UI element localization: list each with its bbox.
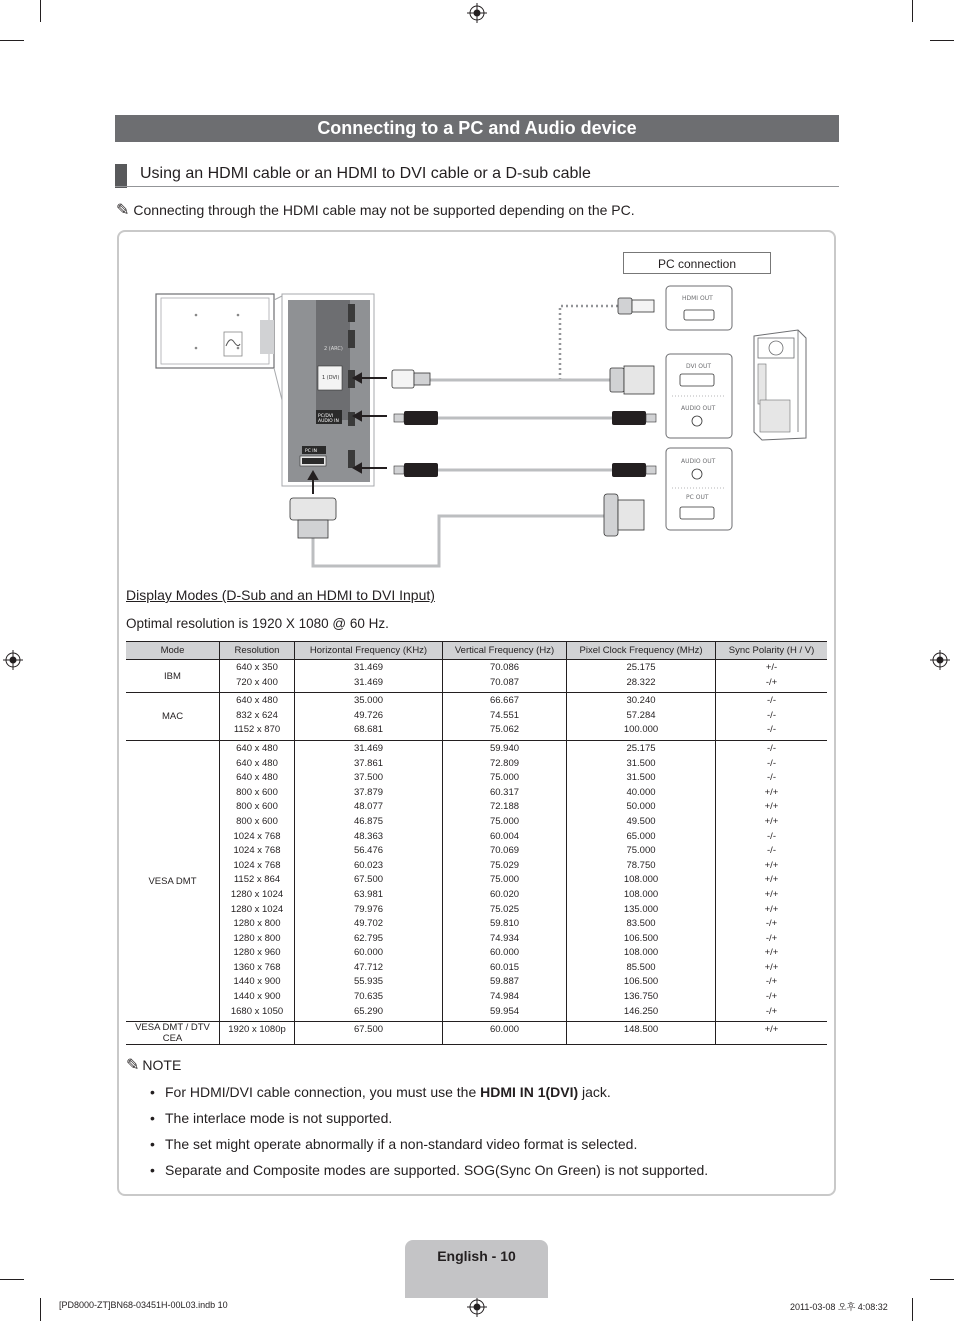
vertical-cell	[443, 740, 567, 1021]
pixel-clock-cell	[567, 660, 716, 693]
sync-cell	[716, 740, 828, 1021]
cell-value: 146.250	[623, 1005, 659, 1017]
cell-value: 31.500	[626, 772, 656, 784]
cell-value: 30.240	[626, 695, 656, 707]
svg-text:1 (DVI): 1 (DVI)	[322, 375, 340, 381]
crop-mark	[912, 1298, 913, 1321]
cell-value: 40.000	[626, 786, 656, 798]
column-header: Vertical Frequency (Hz)	[443, 642, 567, 660]
cell-value: 1280 x 1024	[230, 903, 284, 915]
column-header: Mode	[126, 642, 220, 660]
svg-text:PC/DVI: PC/DVI	[318, 414, 334, 419]
audio-cables	[394, 411, 656, 477]
cell-value: 640 x 350	[236, 662, 278, 673]
column-header: Sync Polarity (H / V)	[716, 642, 828, 660]
cell-value: 1280 x 800	[233, 932, 281, 944]
pc-tower-icon	[754, 330, 806, 440]
subheading: Using an HDMI cable or an HDMI to DVI cable or a D-sub cable	[140, 165, 591, 182]
footer-timestamp: 2011-03-08 오후 4:08:32	[790, 1302, 888, 1312]
cell-value: 25.175	[626, 742, 656, 754]
cell-value: 135.000	[623, 903, 659, 915]
table-row	[126, 660, 827, 693]
pencil-icon: ✎	[126, 1057, 140, 1074]
cell-value: +/+	[764, 1024, 779, 1036]
cell-value: 136.750	[623, 991, 659, 1003]
svg-text:AUDIO IN: AUDIO IN	[318, 419, 339, 424]
cell-value: 48.077	[353, 801, 384, 813]
cell-value: +/+	[764, 874, 779, 886]
cell-value: 35.000	[353, 695, 384, 707]
cell-value: 74.984	[489, 991, 520, 1003]
cell-value: 108.000	[623, 888, 659, 900]
cell-value: 108.000	[623, 874, 659, 886]
table-body	[126, 660, 827, 1045]
display-modes-table	[126, 641, 827, 1045]
list-item: • Separate and Composite modes are supported. SOG(Sync On Green) is not supported.	[150, 1160, 708, 1186]
cell-value: 75.000	[626, 845, 656, 857]
cell-value: 1024 x 768	[233, 859, 281, 871]
sync-cell	[716, 693, 828, 741]
cell-value: -/+	[765, 976, 778, 988]
cell-value: 75.062	[489, 724, 520, 736]
cell-value: -/+	[765, 918, 778, 930]
cell-value: +/+	[764, 815, 779, 827]
registration-mark-icon	[467, 1297, 487, 1317]
cell-value: 28.322	[626, 676, 656, 688]
cell-value: -/-	[767, 709, 776, 721]
table-row	[126, 1022, 827, 1045]
crop-mark	[40, 0, 41, 22]
table-header-row	[126, 642, 827, 660]
cell-value: 47.712	[353, 961, 384, 973]
resolution-cell	[220, 740, 295, 1021]
cell-value: 59.940	[489, 742, 520, 754]
registration-mark-icon	[3, 650, 23, 670]
note-list	[150, 1082, 708, 1186]
pc-port-panel-dvi	[666, 354, 732, 438]
cell-value: 108.000	[623, 947, 659, 959]
cell-value: 60.000	[489, 1024, 520, 1036]
cell-value: 85.500	[626, 961, 656, 973]
cell-value: 65.000	[626, 830, 656, 842]
cell-value: 832 x 624	[236, 709, 278, 721]
cell-value: 720 x 400	[236, 676, 278, 688]
pencil-icon: ✎	[116, 202, 130, 219]
cell-value: -/-	[767, 724, 776, 736]
cell-value: 1440 x 900	[233, 991, 281, 1003]
cell-value: -/-	[767, 772, 776, 784]
cell-value: 63.981	[353, 888, 384, 900]
horizontal-cell	[295, 693, 443, 741]
cell-value: 72.188	[489, 801, 520, 813]
cell-value: 37.879	[353, 786, 384, 798]
hdmi-to-dvi-cable	[392, 366, 654, 394]
svg-text:AUDIO OUT: AUDIO OUT	[681, 405, 716, 412]
vertical-cell	[443, 693, 567, 741]
cell-value: 100.000	[623, 724, 659, 736]
cell-value: +/+	[764, 801, 779, 813]
cell-value: 1024 x 768	[233, 845, 281, 857]
cell-value: +/-	[765, 662, 778, 673]
svg-text:PC OUT: PC OUT	[686, 494, 709, 501]
cell-value: 79.976	[353, 903, 384, 915]
column-header: Horizontal Frequency (KHz)	[295, 642, 443, 660]
mode-cell: VESA DMT	[126, 740, 220, 1021]
cell-value: 49.500	[626, 815, 656, 827]
list-item: • The interlace mode is not supported.	[150, 1108, 708, 1134]
cell-value: 640 x 480	[236, 757, 278, 769]
crop-mark	[930, 40, 954, 41]
cell-value: +/+	[764, 947, 779, 959]
cell-value: 800 x 600	[236, 815, 278, 827]
page-title: Connecting to a PC and Audio device	[115, 115, 839, 142]
horizontal-cell	[295, 660, 443, 693]
cell-value: 640 x 480	[236, 695, 278, 707]
svg-text:PC IN: PC IN	[305, 449, 317, 454]
cell-value: 106.500	[623, 932, 659, 944]
crop-mark	[0, 1279, 24, 1280]
pc-port-panel-dsub	[666, 448, 732, 530]
cell-value: 57.284	[626, 709, 656, 721]
resolution-cell	[220, 1022, 295, 1045]
cell-value: 60.020	[489, 888, 520, 900]
cell-value: 1360 x 768	[233, 961, 281, 973]
cell-value: -/+	[765, 991, 778, 1003]
cell-value: 1280 x 1024	[230, 888, 284, 900]
cell-value: +/+	[764, 903, 779, 915]
cell-value: 75.000	[489, 874, 520, 886]
cell-value: 70.635	[353, 991, 384, 1003]
crop-mark	[0, 40, 24, 41]
cell-value: 74.551	[489, 709, 520, 721]
cell-value: 75.000	[489, 815, 520, 827]
cell-value: 60.317	[489, 786, 520, 798]
cell-value: +/+	[764, 859, 779, 871]
tv-panel-zoom	[274, 294, 374, 486]
d-sub-cable	[290, 494, 644, 566]
sync-cell	[716, 1022, 828, 1045]
note-text: For HDMI/DVI cable connection, you must use the	[165, 1084, 481, 1100]
cell-value: -/-	[767, 742, 776, 754]
top-note-text: Connecting through the HDMI cable may not be supported depending on the PC.	[133, 202, 635, 218]
svg-text:2 (ARC): 2 (ARC)	[324, 346, 343, 352]
crop-mark	[40, 1298, 41, 1321]
cell-value: 148.500	[623, 1024, 659, 1036]
connection-diagram	[150, 280, 820, 570]
top-note	[116, 200, 635, 221]
cell-value: 68.681	[353, 724, 384, 736]
pixel-clock-cell	[567, 740, 716, 1021]
note-emphasis: HDMI IN 1(DVI)	[480, 1084, 579, 1100]
svg-text:AUDIO OUT: AUDIO OUT	[681, 458, 716, 465]
cell-value: 31.500	[626, 757, 656, 769]
cell-value: 37.861	[353, 757, 384, 769]
registration-mark-icon	[930, 650, 950, 670]
cell-value: 56.476	[353, 845, 384, 857]
cell-value: 75.029	[489, 859, 520, 871]
display-modes-title: Display Modes (D-Sub and an HDMI to DVI Input)	[126, 587, 435, 603]
cell-value: 48.363	[353, 830, 384, 842]
cell-value: 67.500	[353, 874, 384, 886]
mode-cell: IBM	[126, 660, 220, 693]
optimal-resolution: Optimal resolution is 1920 X 1080 @ 60 Hz.	[126, 616, 389, 631]
cell-value: 70.087	[489, 676, 520, 688]
horizontal-cell	[295, 1022, 443, 1045]
vertical-cell	[443, 1022, 567, 1045]
cell-value: 55.935	[353, 976, 384, 988]
resolution-cell	[220, 660, 295, 693]
cell-value: 49.726	[353, 709, 384, 721]
horizontal-cell	[295, 740, 443, 1021]
cell-value: 1680 x 1050	[230, 1005, 284, 1017]
cell-value: 800 x 600	[236, 801, 278, 813]
cell-value: 640 x 480	[236, 742, 278, 754]
tv-back-thumbnail	[156, 294, 274, 368]
cell-value: 60.015	[489, 961, 520, 973]
column-header: Resolution	[220, 642, 295, 660]
cell-value: 60.004	[489, 830, 520, 842]
cell-value: 75.000	[489, 772, 520, 784]
cell-value: 60.023	[353, 859, 384, 871]
column-header: Pixel Clock Frequency (MHz)	[567, 642, 716, 660]
cell-value: -/+	[765, 932, 778, 944]
note-heading	[126, 1055, 181, 1076]
cell-value: 59.954	[489, 1005, 520, 1017]
cell-value: 25.175	[626, 662, 656, 673]
cell-value: 75.025	[489, 903, 520, 915]
cell-value: 640 x 480	[236, 772, 278, 784]
footer-file-info: [PD8000-ZT]BN68-03451H-00L03.indb 10	[59, 1300, 228, 1310]
cell-value: 1152 x 864	[233, 874, 281, 886]
page-number-label: English - 10	[405, 1240, 548, 1298]
cell-value: 31.469	[353, 742, 384, 754]
pixel-clock-cell	[567, 1022, 716, 1045]
cell-value: 1440 x 900	[233, 976, 281, 988]
cell-value: 1280 x 960	[233, 947, 281, 959]
pc-port-panel-hdmi	[666, 286, 732, 330]
table-row	[126, 740, 827, 1021]
registration-mark-icon	[467, 3, 487, 23]
cell-value: -/+	[765, 1005, 778, 1017]
cell-value: 60.000	[353, 947, 384, 959]
note-heading-text: NOTE	[142, 1057, 182, 1073]
cell-value: 46.875	[353, 815, 384, 827]
mode-cell: MAC	[126, 693, 220, 741]
cell-value: 83.500	[626, 918, 656, 930]
cell-value: 1280 x 800	[233, 918, 281, 930]
cell-value: 1920 x 1080p	[228, 1024, 286, 1036]
cell-value: +/+	[764, 786, 779, 798]
cell-value: 37.500	[353, 772, 384, 784]
cell-value: 62.795	[353, 932, 384, 944]
cell-value: -/-	[767, 845, 776, 857]
pixel-clock-cell	[567, 693, 716, 741]
crop-mark	[912, 0, 913, 22]
subheading-marker	[115, 164, 127, 188]
list-item	[150, 1082, 708, 1108]
cell-value: 70.069	[489, 845, 520, 857]
cell-value: 65.290	[353, 1005, 384, 1017]
subheading-rule	[115, 186, 839, 187]
pc-connection-label: PC connection	[623, 252, 771, 274]
cell-value: -/-	[767, 757, 776, 769]
cell-value: 800 x 600	[236, 786, 278, 798]
cell-value: -/-	[767, 695, 776, 707]
cell-value: 59.810	[489, 918, 520, 930]
cell-value: 72.809	[489, 757, 520, 769]
cell-value: 49.702	[353, 918, 384, 930]
cell-value: 50.000	[626, 801, 656, 813]
cell-value: 31.469	[353, 662, 384, 673]
cell-value: 66.667	[489, 695, 520, 707]
cell-value: +/+	[764, 888, 779, 900]
cell-value: 70.086	[489, 662, 520, 673]
cell-value: -/+	[765, 676, 778, 688]
svg-text:DVI OUT: DVI OUT	[686, 363, 712, 370]
cell-value: 1152 x 870	[233, 724, 281, 736]
resolution-cell	[220, 693, 295, 741]
cell-value: 31.469	[353, 676, 384, 688]
cell-value: 60.000	[489, 947, 520, 959]
cell-value: 78.750	[626, 859, 656, 871]
note-text: jack.	[578, 1084, 611, 1100]
table-row	[126, 693, 827, 741]
crop-mark	[930, 1279, 954, 1280]
sync-cell	[716, 660, 828, 693]
cell-value: 74.934	[489, 932, 520, 944]
cell-value: 1024 x 768	[233, 830, 281, 842]
mode-cell: VESA DMT / DTV CEA	[126, 1022, 220, 1045]
vertical-cell	[443, 660, 567, 693]
cell-value: -/-	[767, 830, 776, 842]
cell-value: 106.500	[623, 976, 659, 988]
list-item: • The set might operate abnormally if a non-standard video format is selected.	[150, 1134, 708, 1160]
svg-text:HDMI OUT: HDMI OUT	[682, 295, 713, 302]
cell-value: 67.500	[353, 1024, 384, 1036]
cell-value: +/+	[764, 961, 779, 973]
cell-value: 59.887	[489, 976, 520, 988]
